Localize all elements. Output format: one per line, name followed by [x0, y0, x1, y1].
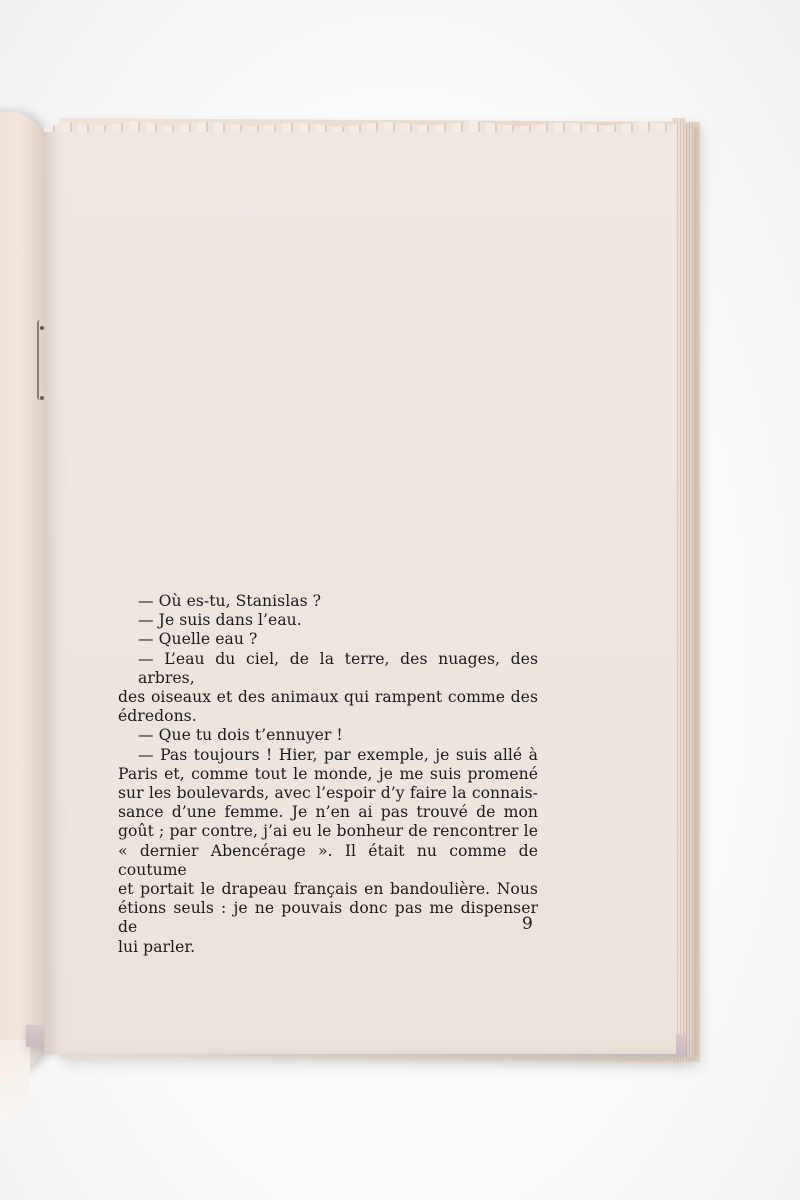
page-text-block: [118, 592, 538, 957]
text-line: — Quelle eau ?: [138, 630, 258, 649]
binding-hole-icon: [40, 396, 44, 400]
text-line: lui parler.: [118, 937, 196, 956]
page-edges-outer: [684, 124, 694, 1058]
binding-thread-icon: [37, 320, 45, 400]
text-line: — Pas toujours ! Hier, par exemple, je suis allé à: [138, 745, 538, 764]
text-line: « dernier Abencérage ». Il était nu comme de coutume: [118, 841, 538, 879]
text-line: édredons.: [118, 707, 197, 726]
text-line: — Je suis dans l’eau.: [138, 611, 302, 630]
text-line: — L’eau du ciel, de la terre, des nuages, des arbres,: [138, 649, 538, 687]
text-line: étions seuls : je ne pouvais donc pas me dispenser de: [118, 899, 538, 937]
binding-hole-icon: [40, 326, 44, 330]
text-line: sance d’une femme. Je n’en ai pas trouvé de mon: [118, 803, 538, 822]
text-line: — Que tu dois t’ennuyer !: [138, 726, 343, 745]
facing-page-corner: [0, 1040, 30, 1120]
text-line: goût ; par contre, j’ai eu le bonheur de rencontrer le: [118, 822, 538, 841]
text-line: des oiseaux et des animaux qui rampent comme des: [118, 688, 538, 707]
text-line: et portait le drapeau français en bandoulière. Nous: [118, 880, 538, 899]
text-line: Paris et, comme tout le monde, je me suis promené: [118, 764, 538, 783]
text-line: sur les boulevards, avec l’espoir d’y faire la connais-: [118, 784, 538, 803]
text-line: — Où es-tu, Stanislas ?: [138, 592, 322, 610]
page-number: 9: [522, 914, 533, 934]
